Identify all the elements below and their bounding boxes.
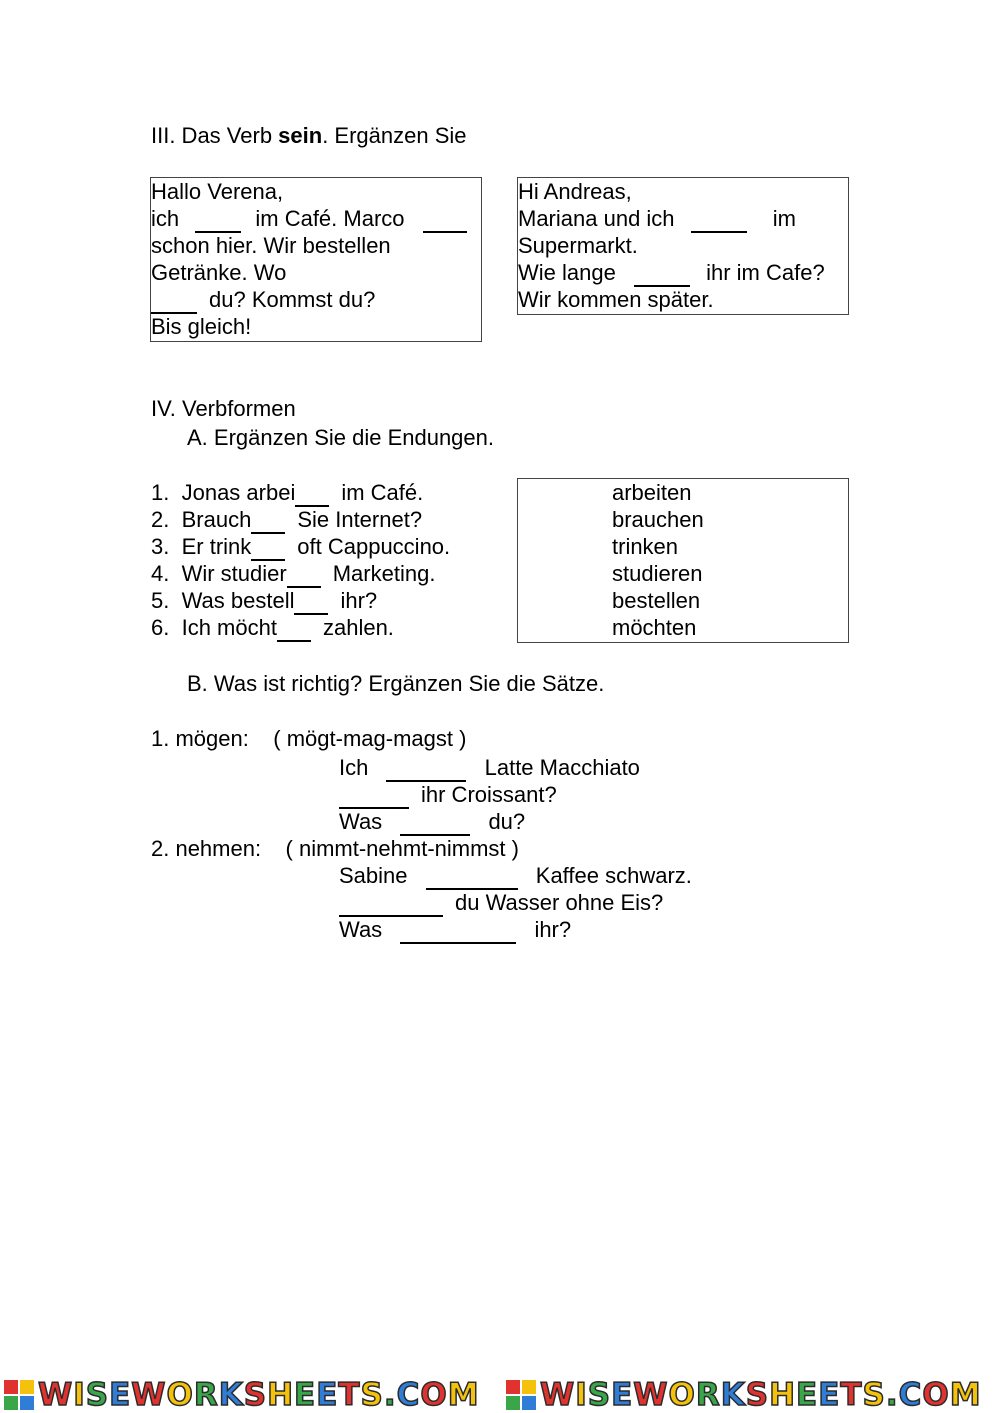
brand-letter: K (218, 1377, 244, 1413)
b1-sentence-1 (339, 755, 640, 782)
section-3-heading-prefix: III. Das Verb (151, 123, 279, 148)
verena-line-6: Bis gleich! (151, 314, 252, 339)
verb-word-box (517, 478, 849, 643)
brand-letter: M (447, 1377, 480, 1413)
b2-sentence-3 (339, 917, 571, 944)
brand-letter: O (668, 1377, 696, 1413)
section-3-heading-suffix: . Ergänzen Sie (322, 123, 467, 148)
logo-square-yellow (20, 1380, 34, 1394)
brand-letter: S (243, 1377, 268, 1413)
verb-word: studieren (612, 561, 703, 586)
brand-letter: . (885, 1377, 899, 1413)
brand-letter: T (338, 1377, 361, 1413)
b2-verb-label: 2. nehmen: (151, 836, 262, 861)
brand-letter: T (840, 1377, 863, 1413)
part-a-heading: A. Ergänzen Sie die Endungen. (187, 425, 495, 450)
brand-letter: E (109, 1377, 132, 1413)
b1-verb-label: 1. mögen: (151, 726, 249, 751)
brand-letter: W (540, 1377, 576, 1413)
brand-letter: E (316, 1377, 339, 1413)
b1-verb-options: ( mögt-mag-magst ) (273, 726, 467, 751)
verb-word: bestellen (612, 588, 701, 613)
brand-letter: S (745, 1377, 770, 1413)
andreas-line-2a: Mariana und ich (518, 206, 675, 231)
brand-text (38, 1378, 480, 1412)
andreas-line-4 (518, 259, 825, 287)
brand-letter: C (396, 1377, 421, 1413)
answer-blank-s3-3[interactable] (151, 292, 197, 314)
endings-item-5 (151, 587, 377, 615)
endings-item-1 (151, 479, 423, 507)
brand-letter: . (383, 1377, 397, 1413)
b1-sentence-2 (339, 782, 557, 809)
b2-s3-end: ihr? (534, 917, 572, 942)
endings-item-rest: oft Cappuccino. (297, 534, 451, 559)
message-box-verena (150, 177, 482, 342)
verena-line-2 (151, 205, 467, 233)
andreas-line-2b: im (772, 206, 797, 231)
b1-sentence-3 (339, 809, 525, 836)
endings-item-3 (151, 533, 450, 561)
endings-item-number: 1. (151, 480, 170, 505)
brand-letter: E (611, 1377, 634, 1413)
verena-line-5 (151, 286, 375, 314)
endings-item-number: 6. (151, 615, 170, 640)
andreas-line-5: Wir kommen später. (518, 287, 714, 312)
b2-s3-start: Was (339, 917, 383, 942)
endings-item-stem: Brauch (181, 507, 252, 532)
brand-letter: R (695, 1377, 721, 1413)
logo-square-yellow (522, 1380, 536, 1394)
brand-letter: O (420, 1377, 448, 1413)
brand-letter: C (898, 1377, 923, 1413)
endings-item-4 (151, 560, 435, 588)
brand-letter: W (38, 1377, 74, 1413)
b1-s1-start: Ich (339, 755, 369, 780)
answer-blank-s3-1[interactable] (195, 211, 241, 233)
footer-branding (0, 1378, 1000, 1413)
endings-item-rest: im Café. (341, 480, 424, 505)
verb-word: trinken (612, 534, 679, 559)
brand-letter: E (294, 1377, 317, 1413)
b1-blank-2[interactable] (339, 787, 409, 809)
endings-item-number: 3. (151, 534, 170, 559)
b2-sentence-2 (339, 890, 663, 917)
endings-item-6 (151, 614, 394, 642)
logo-square-red (4, 1380, 18, 1394)
ending-blank-6[interactable] (277, 620, 311, 642)
brand-letter: O (922, 1377, 950, 1413)
b1-s3-start: Was (339, 809, 383, 834)
brand-letter: K (720, 1377, 746, 1413)
brand-logo-icon (4, 1380, 34, 1410)
andreas-line-3: Supermarkt. (518, 233, 638, 258)
brand-letter: H (769, 1377, 797, 1413)
brand-letter: S (862, 1377, 886, 1413)
section-3-heading (151, 123, 467, 149)
logo-square-blue (522, 1396, 536, 1410)
b2-s1-start: Sabine (339, 863, 408, 888)
brand-letter: S (85, 1377, 110, 1413)
b2-s2-end: du Wasser ohne Eis? (455, 890, 664, 915)
b1-s3-end: du? (488, 809, 526, 834)
ending-blank-5[interactable] (294, 593, 328, 615)
b2-blank-3[interactable] (400, 922, 516, 944)
brand-letter: M (949, 1377, 982, 1413)
brand-letter: H (267, 1377, 295, 1413)
b2-s1-end: Kaffee schwarz. (535, 863, 692, 888)
endings-item-stem: Er trink (181, 534, 252, 559)
logo-square-blue (20, 1396, 34, 1410)
b1-s2-end: ihr Croissant? (421, 782, 557, 807)
verena-line-2a: ich (151, 206, 180, 231)
endings-item-rest: Marketing. (332, 561, 436, 586)
verena-greeting: Hallo Verena, (151, 179, 284, 204)
b2-verb-options: ( nimmt-nehmt-nimmst ) (285, 836, 519, 861)
verena-line-2b: im Café. Marco (255, 206, 405, 231)
b1-blank-3[interactable] (400, 814, 470, 836)
endings-item-stem: Jonas arbei (181, 480, 296, 505)
andreas-line-2 (518, 205, 796, 233)
endings-item-rest: Sie Internet? (297, 507, 423, 532)
endings-item-stem: Ich möcht (181, 615, 277, 640)
brand-letter: S (360, 1377, 384, 1413)
b1-blank-1[interactable] (386, 760, 466, 782)
endings-item-rest: zahlen. (322, 615, 394, 640)
endings-item-2 (151, 506, 422, 534)
ending-blank-4[interactable] (287, 566, 321, 588)
brand-letter: S (587, 1377, 612, 1413)
andreas-line-4b: ihr im Cafe? (706, 260, 825, 285)
part-b-heading: B. Was ist richtig? Ergänzen Sie die Sätze. (187, 671, 605, 696)
verb-word: arbeiten (612, 480, 692, 505)
brand-letter: R (193, 1377, 219, 1413)
logo-square-green (506, 1396, 520, 1410)
verb-word: brauchen (612, 507, 704, 532)
b2-blank-1[interactable] (426, 868, 518, 890)
andreas-line-4a: Wie lange (518, 260, 616, 285)
b1-verb-line (151, 726, 466, 752)
endings-item-stem: Was bestell (181, 588, 295, 613)
brand-letter: W (131, 1377, 167, 1413)
ending-blank-1[interactable] (295, 485, 329, 507)
endings-item-rest: ihr? (340, 588, 378, 613)
ending-blank-3[interactable] (251, 539, 285, 561)
logo-square-red (506, 1380, 520, 1394)
ending-blank-2[interactable] (251, 512, 285, 534)
brand-letter: I (73, 1377, 86, 1413)
verb-word: möchten (612, 615, 697, 640)
endings-item-number: 2. (151, 507, 170, 532)
brand-letter: E (796, 1377, 819, 1413)
b1-s1-end: Latte Macchiato (484, 755, 640, 780)
verena-line-5-text: du? Kommst du? (209, 287, 376, 312)
logo-square-green (4, 1396, 18, 1410)
brand-letter: E (818, 1377, 841, 1413)
answer-blank-s3-5[interactable] (634, 265, 690, 287)
section-4-heading: IV. Verbformen (151, 396, 296, 421)
b2-verb-line (151, 836, 519, 862)
endings-item-stem: Wir studier (181, 561, 287, 586)
brand-logo-icon (506, 1380, 536, 1410)
message-box-andreas (517, 177, 849, 315)
andreas-greeting: Hi Andreas, (518, 179, 632, 204)
verena-line-3: schon hier. Wir bestellen (151, 233, 391, 258)
verena-line-4: Getränke. Wo (151, 260, 287, 285)
b2-blank-2[interactable] (339, 895, 443, 917)
brand-letter: I (575, 1377, 588, 1413)
brand-letter: O (166, 1377, 194, 1413)
brand-text (540, 1378, 982, 1412)
brand-letter: W (633, 1377, 669, 1413)
endings-item-number: 5. (151, 588, 170, 613)
answer-blank-s3-2[interactable] (423, 211, 467, 233)
endings-item-number: 4. (151, 561, 170, 586)
answer-blank-s3-4[interactable] (691, 211, 747, 233)
section-3-heading-bold: sein (278, 123, 323, 148)
b2-sentence-1 (339, 863, 692, 890)
